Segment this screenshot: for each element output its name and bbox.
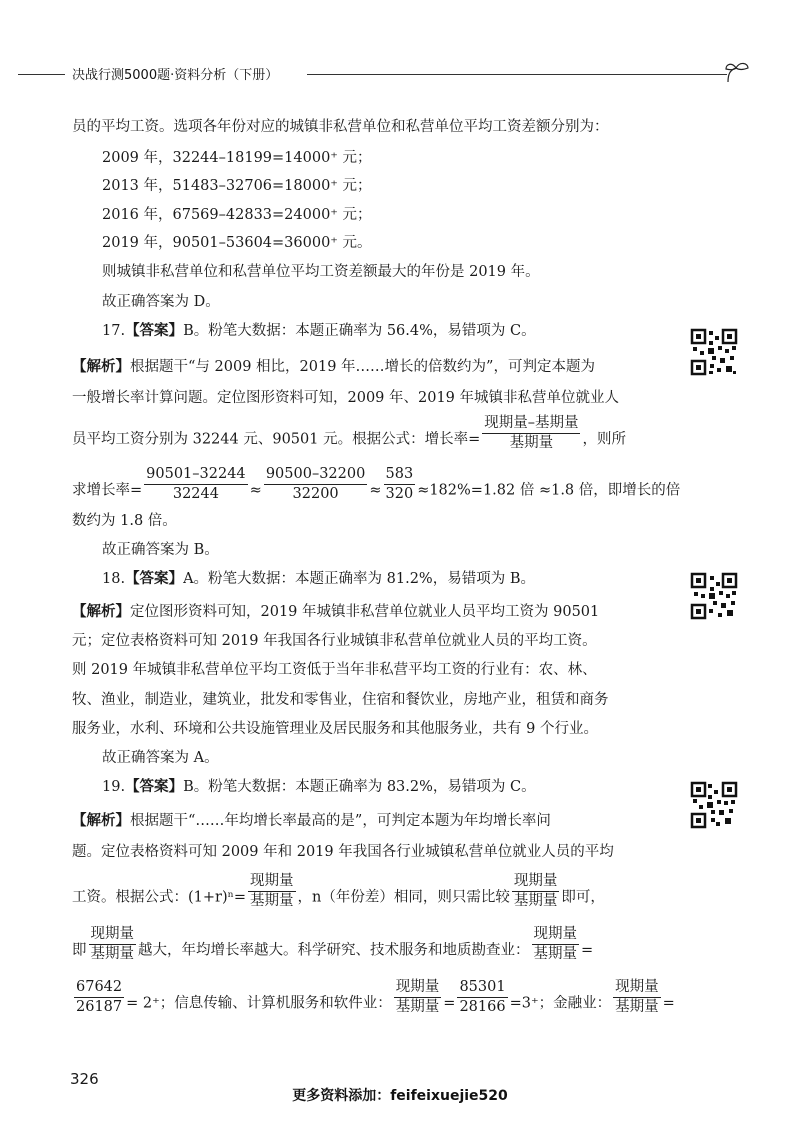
answer-tag: 【答案】 [125, 778, 184, 795]
answer-text: B。粉笔大数据：本题正确率为 56.4%，易错项为 C。 [183, 323, 536, 339]
text-line: 2013 年，51483–32706=18000⁺ 元； [102, 178, 372, 194]
analysis-text: 根据题干“与 2009 相比，2019 年……增长的倍数约为”，可判定本题为 [130, 359, 595, 375]
fraction [613, 979, 661, 1016]
text-line: 一般增长率计算问题。定位图形资料可知，2009 年、2019 年城镇非私营单位就业人 [72, 390, 620, 406]
text-line [72, 979, 675, 1022]
text-line: 2016 年，67569–42833=24000⁺ 元； [102, 207, 372, 223]
fraction [482, 415, 580, 452]
answer-tag: 【答案】 [125, 570, 184, 587]
text-line: 2019 年，90501–53604=36000⁺ 元。 [102, 235, 372, 251]
fraction-numerator: 现期量–基期量 [482, 415, 580, 434]
fraction-numerator: 90501–32244 [144, 466, 248, 485]
text-line: 则 2019 年城镇非私营单位平均工资低于当年非私营平均工资的行业有：农、林、 [72, 662, 597, 678]
analysis-text: 定位图形资料可知，2019 年城镇非私营单位就业人员平均工资为 90501 [130, 604, 600, 620]
question-number: 19. [102, 779, 126, 795]
text-line: 题。定位表格资料可知 2009 年和 2019 年我国各行业城镇私营单位就业人员的平均 [72, 844, 614, 860]
fraction-denominator: 32244 [172, 486, 219, 502]
formula-text: 员平均工资分别为 32244 元、90501 元。根据公式：增长率= [72, 431, 481, 448]
fraction-denominator: 28166 [459, 999, 506, 1015]
fraction [512, 873, 560, 910]
answer-text: B。粉笔大数据：本题正确率为 83.2%，易错项为 C。 [183, 779, 536, 795]
answer-line-18 [102, 569, 535, 589]
text-line [72, 602, 599, 622]
answer-tag: 【答案】 [125, 322, 184, 339]
fraction [74, 979, 124, 1016]
text-line: 故正确答案为 B。 [102, 542, 219, 558]
fraction-numerator: 现期量 [89, 926, 137, 945]
formula-text: 越大，年均增长率越大。科学研究、技术服务和地质勘查业： [138, 942, 530, 959]
footer-note: 更多资料添加：feifeixuejie520 [292, 1088, 508, 1104]
text-line: 2009 年，32244–18199=14000⁺ 元； [102, 150, 372, 166]
text-line [72, 873, 605, 916]
text-line: 元；定位表格资料可知 2019 年我国各行业城镇非私营单位就业人员的平均工资。 [72, 633, 597, 649]
formula-text: 工资。根据公式：(1+r)ⁿ= [72, 889, 247, 906]
question-number: 18. [102, 571, 126, 587]
qr-code-icon[interactable] [690, 781, 738, 829]
fraction-numerator: 583 [384, 466, 416, 485]
fraction [457, 979, 507, 1016]
formula-text: ，则所 [582, 431, 626, 448]
text-line: 故正确答案为 A。 [102, 750, 219, 766]
formula-text: = [443, 995, 456, 1012]
page-number: 326 [70, 1070, 99, 1088]
running-header [0, 60, 800, 90]
formula-text: 求增长率= [72, 482, 143, 499]
fraction-denominator: 32200 [292, 486, 339, 502]
text-line [72, 466, 681, 509]
fraction-denominator: 基期量 [513, 893, 558, 909]
header-title: 决战行测5000题·资料分析（下册） [72, 68, 279, 83]
fraction-numerator: 现期量 [532, 926, 580, 945]
fraction-denominator: 26187 [76, 999, 123, 1015]
fraction-denominator: 基期量 [533, 946, 577, 962]
question-number: 17. [102, 323, 126, 339]
text-line: 员的平均工资。选项各年份对应的城镇非私营单位和私营单位平均工资差额分别为： [72, 119, 609, 135]
analysis-text: 根据题干“……年均增长率最高的是”，可判定本题为年均增长率问 [130, 813, 551, 829]
answer-text: A。粉笔大数据：本题正确率为 81.2%，易错项为 B。 [183, 571, 535, 587]
text-line: 则城镇非私营单位和私营单位平均工资差额最大的年份是 2019 年。 [102, 264, 540, 280]
fraction [144, 466, 248, 503]
fraction-numerator: 现期量 [248, 873, 296, 892]
fraction-numerator: 现期量 [613, 979, 661, 998]
text-line [72, 357, 595, 377]
analysis-tag: 【解析】 [72, 812, 130, 829]
formula-text: = [662, 995, 675, 1012]
qr-code-icon[interactable] [690, 572, 738, 620]
formula-text: ≈ [249, 482, 262, 499]
fraction-denominator: 基期量 [509, 435, 554, 451]
fraction-denominator: 基期量 [90, 946, 134, 962]
fraction [248, 873, 296, 910]
text-line: 故正确答案为 D。 [102, 294, 220, 310]
formula-text: ≈ [369, 482, 382, 499]
fraction-numerator: 现期量 [394, 979, 442, 998]
formula-text: = 2⁺；信息传输、计算机服务和软件业： [126, 995, 392, 1012]
fraction [264, 466, 368, 503]
fraction [532, 926, 580, 963]
text-line [72, 926, 594, 969]
fraction-numerator: 现期量 [512, 873, 560, 892]
fraction-denominator: 基期量 [395, 999, 440, 1015]
formula-text: ≈182%=1.82 倍 ≈1.8 倍，即增长的倍 [417, 482, 681, 499]
header-rule-left [18, 74, 65, 75]
fraction-denominator: 基期量 [250, 893, 294, 909]
fraction [89, 926, 137, 963]
formula-text: ，n（年份差）相同，则只需比较 [297, 889, 510, 906]
formula-text: =3⁺；金融业： [509, 995, 612, 1012]
answer-line-19 [102, 777, 536, 797]
text-line: 服务业，水利、环境和公共设施管理业及居民服务和其他服务业，共有 9 个行业。 [72, 721, 598, 737]
text-line [72, 415, 626, 458]
fraction-numerator: 85301 [457, 979, 507, 998]
analysis-tag: 【解析】 [72, 358, 130, 375]
text-line [72, 811, 551, 831]
sprout-icon [722, 60, 752, 84]
formula-text: = [581, 942, 594, 959]
fraction [394, 979, 442, 1016]
fraction-numerator: 67642 [74, 979, 124, 998]
text-line: 数约为 1.8 倍。 [72, 513, 177, 529]
text-line: 牧、渔业，制造业，建筑业，批发和零售业，住宿和餐饮业，房地产业，租赁和商务 [72, 692, 609, 708]
fraction-denominator: 320 [385, 486, 414, 502]
fraction-denominator: 基期量 [615, 999, 659, 1015]
answer-line-17 [102, 321, 536, 341]
qr-code-icon[interactable] [690, 328, 738, 376]
fraction [384, 466, 416, 503]
header-rule-right [307, 74, 727, 75]
formula-text: 即 [72, 942, 87, 959]
formula-text: 即可， [561, 889, 605, 906]
fraction-numerator: 90500–32200 [264, 466, 368, 485]
analysis-tag: 【解析】 [72, 603, 130, 620]
